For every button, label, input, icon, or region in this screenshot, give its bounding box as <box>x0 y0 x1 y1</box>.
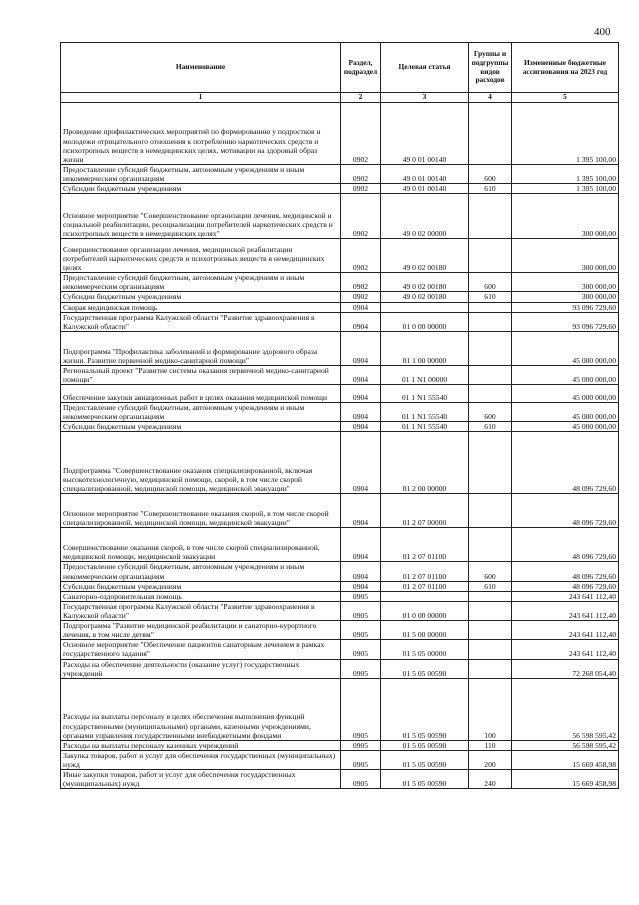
row-group <box>469 528 512 562</box>
row-amount: 48 096 729,60 <box>512 528 619 562</box>
row-amount: 300 000,00 <box>512 273 619 292</box>
table-row <box>61 422 619 432</box>
row-group <box>469 102 512 164</box>
row-target: 01 1 00 00000 <box>381 331 469 365</box>
row-target: 01 1 N1 00000 <box>381 365 469 384</box>
row-name: Основное мероприятие "Совершенствование организации лечения, медицинской и социальной реабилитации, ресоциализации потребителей наркотических средств и психотропных веществ в немедицинских целях" <box>61 194 341 239</box>
row-name: Подпрограмма "Профилактика заболеваний и формирование здорового образа жизни. Развитие первичной медико-санитарной помощи" <box>61 331 341 365</box>
row-amount: 1 395 100,00 <box>512 184 619 194</box>
row-target <box>381 302 469 312</box>
row-name: Подпрограмма "Развитие медицинской реабилитации и санаторно-курортного лечения, в том числе детям" <box>61 621 341 640</box>
row-name: Иные закупки товаров, работ и услуг для обеспечения государственных (муниципальных) нужд <box>61 770 341 789</box>
row-amount: 48 096 729,60 <box>512 562 619 581</box>
column-number: 2 <box>341 93 381 103</box>
row-amount: 300 000,00 <box>512 292 619 302</box>
row-target: 49 0 02 00180 <box>381 239 469 273</box>
row-group: 610 <box>469 292 512 302</box>
table-row <box>61 528 619 562</box>
row-section: 0904 <box>341 528 381 562</box>
row-amount: 1 395 100,00 <box>512 102 619 164</box>
row-section: 0905 <box>341 621 381 640</box>
row-section: 0904 <box>341 562 381 581</box>
row-target: 01 1 N1 55540 <box>381 385 469 403</box>
row-amount: 243 641 112,40 <box>512 621 619 640</box>
row-name: Совершенствование организации лечения, медицинской реабилитации потребителей наркотических средств и психотропных веществ в немедицинских целях <box>61 239 341 273</box>
row-name: Государственная программа Калужской области "Развитие здравоохранения в Калужской области" <box>61 312 341 331</box>
row-target: 49 0 02 00180 <box>381 292 469 302</box>
row-target: 01 0 00 00000 <box>381 601 469 620</box>
row-group: 610 <box>469 184 512 194</box>
row-target: 49 0 01 00140 <box>381 184 469 194</box>
row-name: Расходы на выплаты персоналу в целях обеспечения выполнения функций государственными (муниципальными) органами, казенными учреждениями, органами управления государственными внебюджетными фондами <box>61 678 341 740</box>
row-amount: 45 000 000,00 <box>512 385 619 403</box>
table-row <box>61 750 619 769</box>
row-group <box>469 302 512 312</box>
table-row <box>61 331 619 365</box>
header-name: Наименование <box>61 43 341 93</box>
row-amount: 45 000 000,00 <box>512 365 619 384</box>
row-amount: 93 096 729,60 <box>512 312 619 331</box>
row-group <box>469 591 512 601</box>
row-section: 0905 <box>341 678 381 740</box>
row-section: 0902 <box>341 184 381 194</box>
table-row <box>61 365 619 384</box>
header-groups: Группы и подгруппы видов расходов <box>469 43 512 93</box>
table-row <box>61 740 619 750</box>
header-section: Раздел, подраздел <box>341 43 381 93</box>
row-target <box>381 591 469 601</box>
column-number: 5 <box>512 93 619 103</box>
page-number: 400 <box>594 26 611 38</box>
table-row <box>61 312 619 331</box>
row-target: 01 2 07 01100 <box>381 562 469 581</box>
row-name: Скорая медицинская помощь <box>61 302 341 312</box>
row-target: 01 5 05 00590 <box>381 770 469 789</box>
row-name: Предоставление субсидий бюджетным, автономным учреждениям и иным некоммерческим организациям <box>61 562 341 581</box>
row-section: 0904 <box>341 331 381 365</box>
column-number: 1 <box>61 93 341 103</box>
row-name: Обеспечение закупки авиационных работ в целях оказания медицинской помощи <box>61 385 341 403</box>
row-name: Санаторно-оздоровительная помощь <box>61 591 341 601</box>
table-row <box>61 581 619 591</box>
table-row <box>61 678 619 740</box>
row-name: Предоставление субсидий бюджетным, автономным учреждениям и иным некоммерческим организациям <box>61 403 341 422</box>
row-target: 49 0 02 00180 <box>381 273 469 292</box>
row-target: 01 5 05 00000 <box>381 640 469 659</box>
row-group: 100 <box>469 678 512 740</box>
row-name: Расходы на выплаты персоналу казенных учреждений <box>61 740 341 750</box>
row-section: 0904 <box>341 581 381 591</box>
row-amount: 1 395 100,00 <box>512 164 619 183</box>
row-section: 0904 <box>341 385 381 403</box>
row-name: Субсидии бюджетным учреждениям <box>61 184 341 194</box>
row-group <box>469 601 512 620</box>
row-amount: 56 598 595,42 <box>512 740 619 750</box>
row-amount: 45 000 000,00 <box>512 331 619 365</box>
row-group: 600 <box>469 403 512 422</box>
row-group <box>469 621 512 640</box>
row-group: 600 <box>469 562 512 581</box>
row-amount: 300 000,00 <box>512 194 619 239</box>
row-target: 01 2 07 00000 <box>381 494 469 528</box>
row-group: 240 <box>469 770 512 789</box>
table-row <box>61 621 619 640</box>
row-name: Совершенствование оказания скорой, в том числе скорой специализированной, медицинской помощи, медицинской эвакуации <box>61 528 341 562</box>
row-amount: 72 268 054,40 <box>512 659 619 678</box>
row-target: 01 5 00 00000 <box>381 621 469 640</box>
table-row <box>61 273 619 292</box>
header-amount: Измененные бюджетные ассигнования на 2023 год <box>512 43 619 93</box>
table-row <box>61 494 619 528</box>
row-section: 0902 <box>341 292 381 302</box>
row-amount: 243 641 112,40 <box>512 591 619 601</box>
row-group <box>469 365 512 384</box>
row-section: 0904 <box>341 365 381 384</box>
table-row <box>61 385 619 403</box>
row-target: 01 5 05 00590 <box>381 659 469 678</box>
table-row <box>61 659 619 678</box>
row-group <box>469 312 512 331</box>
row-target: 01 5 05 00590 <box>381 740 469 750</box>
row-section: 0904 <box>341 432 381 494</box>
row-name: Подпрограмма "Совершенствование оказания специализированной, включая высокотехнологичную, медицинской помощи, скорой, в том числе скорой специализированной, медицинской помощи, медицинской эвакуации" <box>61 432 341 494</box>
row-group <box>469 239 512 273</box>
table-row <box>61 239 619 273</box>
row-section: 0904 <box>341 422 381 432</box>
row-amount: 15 669 458,98 <box>512 750 619 769</box>
row-group: 610 <box>469 422 512 432</box>
row-name: Предоставление субсидий бюджетным, автономным учреждениям и иным некоммерческим организациям <box>61 164 341 183</box>
row-amount: 15 669 458,98 <box>512 770 619 789</box>
budget-table <box>60 42 619 789</box>
table-row <box>61 184 619 194</box>
row-group: 610 <box>469 581 512 591</box>
row-section: 0902 <box>341 273 381 292</box>
row-amount: 243 641 112,40 <box>512 640 619 659</box>
row-group <box>469 331 512 365</box>
row-amount: 300 000,00 <box>512 239 619 273</box>
table-row <box>61 194 619 239</box>
row-target: 01 0 00 00000 <box>381 312 469 331</box>
row-name: Региональный проект "Развитие системы оказания первичной медико-санитарной помощи" <box>61 365 341 384</box>
row-group <box>469 385 512 403</box>
row-name: Проведение профилактических мероприятий по формированию у подростков и молодежи отрицательного отношения к потреблению наркотических средств и психотропных веществ в немедицинских целях, мотивации на здоровый образ жизни <box>61 102 341 164</box>
row-name: Субсидии бюджетным учреждениям <box>61 292 341 302</box>
row-amount: 45 000 000,00 <box>512 422 619 432</box>
row-amount: 48 096 729,60 <box>512 494 619 528</box>
table-row <box>61 403 619 422</box>
row-group <box>469 494 512 528</box>
row-name: Предоставление субсидий бюджетным, автономным учреждениям и иным некоммерческим организациям <box>61 273 341 292</box>
row-name: Субсидии бюджетным учреждениям <box>61 422 341 432</box>
row-name: Расходы на обеспечение деятельности (оказание услуг) государственных учреждений <box>61 659 341 678</box>
row-section: 0904 <box>341 302 381 312</box>
row-name: Закупка товаров, работ и услуг для обеспечения государственных (муниципальных) нужд <box>61 750 341 769</box>
row-target: 01 1 N1 55540 <box>381 403 469 422</box>
row-target: 01 5 05 00590 <box>381 750 469 769</box>
row-section: 0905 <box>341 591 381 601</box>
row-name: Субсидии бюджетным учреждениям <box>61 581 341 591</box>
table-row <box>61 292 619 302</box>
row-target: 01 2 07 01100 <box>381 528 469 562</box>
row-section: 0904 <box>341 494 381 528</box>
row-target: 01 5 05 00590 <box>381 678 469 740</box>
row-section: 0902 <box>341 102 381 164</box>
table-row <box>61 164 619 183</box>
column-number-row <box>61 93 619 103</box>
row-section: 0905 <box>341 659 381 678</box>
row-group <box>469 659 512 678</box>
row-group <box>469 432 512 494</box>
row-target: 01 2 07 01100 <box>381 581 469 591</box>
table-row <box>61 562 619 581</box>
row-name: Государственная программа Калужской области "Развитие здравоохранения в Калужской области" <box>61 601 341 620</box>
row-amount: 56 598 595,42 <box>512 678 619 740</box>
table-row <box>61 102 619 164</box>
row-section: 0904 <box>341 312 381 331</box>
table-row <box>61 302 619 312</box>
table-row <box>61 432 619 494</box>
table-row <box>61 601 619 620</box>
row-group: 600 <box>469 164 512 183</box>
row-section: 0905 <box>341 640 381 659</box>
row-section: 0902 <box>341 239 381 273</box>
table-row <box>61 591 619 601</box>
column-number: 4 <box>469 93 512 103</box>
row-section: 0902 <box>341 164 381 183</box>
row-section: 0905 <box>341 750 381 769</box>
table-row <box>61 640 619 659</box>
row-target: 01 1 N1 55540 <box>381 422 469 432</box>
row-amount: 45 000 000,00 <box>512 403 619 422</box>
row-section: 0905 <box>341 740 381 750</box>
row-target: 49 0 01 00140 <box>381 102 469 164</box>
row-group: 110 <box>469 740 512 750</box>
row-target: 49 0 01 00140 <box>381 164 469 183</box>
row-amount: 48 096 729,60 <box>512 432 619 494</box>
column-number: 3 <box>381 93 469 103</box>
row-section: 0905 <box>341 770 381 789</box>
row-amount: 93 096 729,60 <box>512 302 619 312</box>
row-section: 0905 <box>341 601 381 620</box>
row-target: 01 2 00 00000 <box>381 432 469 494</box>
row-section: 0904 <box>341 403 381 422</box>
row-group: 600 <box>469 273 512 292</box>
row-group <box>469 640 512 659</box>
table-row <box>61 770 619 789</box>
row-group: 200 <box>469 750 512 769</box>
row-group <box>469 194 512 239</box>
row-name: Основное мероприятие "Совершенствование оказания скорой, в том числе скорой специализированной, медицинской помощи, медицинской эвакуации" <box>61 494 341 528</box>
row-amount: 48 096 729,60 <box>512 581 619 591</box>
row-target: 49 0 02 00000 <box>381 194 469 239</box>
header-target: Целевая статья <box>381 43 469 93</box>
row-name: Основное мероприятие "Обеспечение пациентов санаторным лечением в рамках государственного задания" <box>61 640 341 659</box>
row-section: 0902 <box>341 194 381 239</box>
row-amount: 243 641 112,40 <box>512 601 619 620</box>
